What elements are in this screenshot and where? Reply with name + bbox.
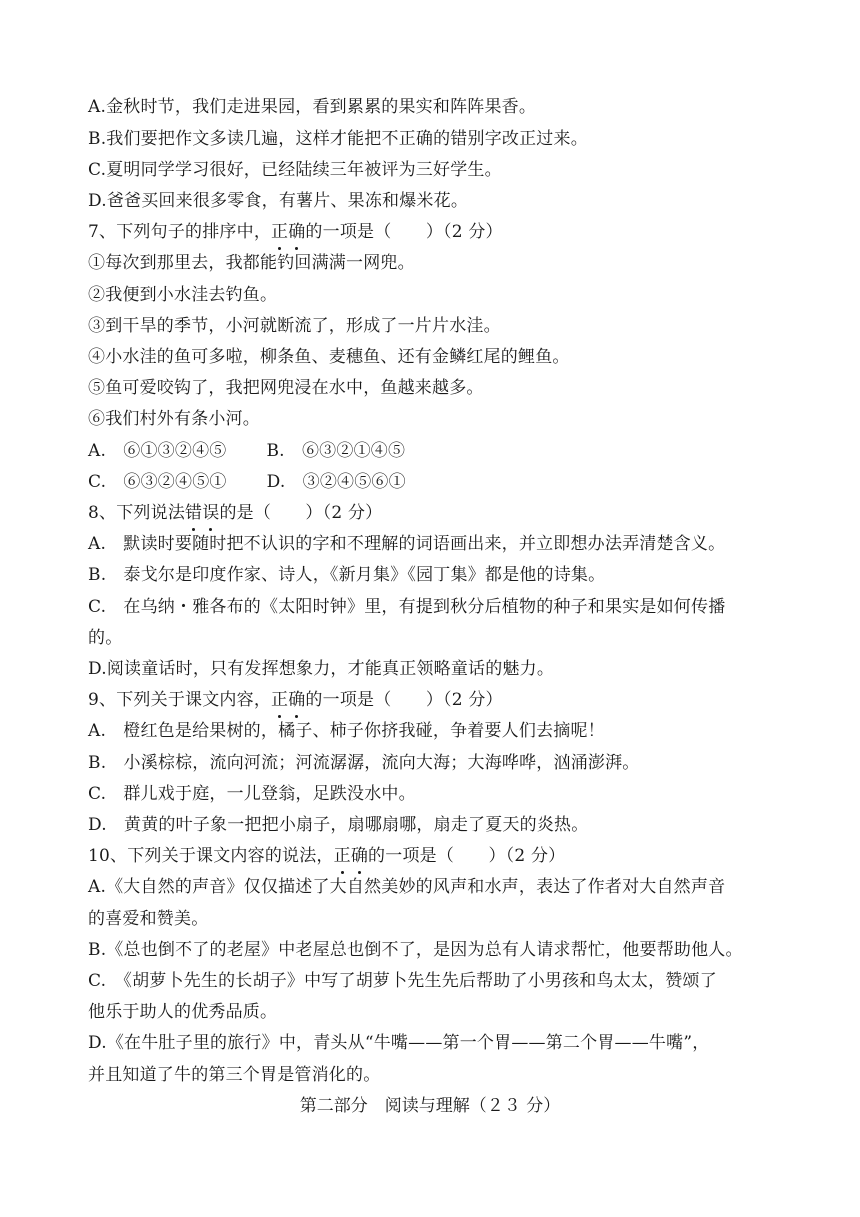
q7-emphasis-char: 正	[271, 217, 288, 247]
question-9-stem	[88, 685, 788, 715]
q10-option-d: D.《在牛肚子里的旅行》中，青头从“牛嘴——第一个胃——第二个胃——牛嘴”，	[88, 1033, 710, 1053]
q7-sentence-4: ④小水洼的鱼可多啦，柳条鱼、麦穗鱼、还有金鳞红尾的鲤鱼。	[88, 347, 570, 367]
q7-sentence-6: ⑥我们村外有条小河。	[88, 409, 260, 429]
q9-stem-post: 的一项是（ ）（2 分）	[305, 690, 503, 710]
section-title: 第二部分 阅读与理解（２３ 分）	[299, 1096, 561, 1116]
question-10-stem	[88, 841, 788, 871]
q9-emphasis-char: 确	[288, 685, 305, 715]
q9-option-b: B. 小溪棕棕，流向河流；河流潺潺，流向大海；大海哗哗，汹涌澎湃。	[88, 753, 640, 773]
q10-stem-post: 的一项是（ ）（2 分）	[368, 846, 566, 866]
q9-option-a: A. 橙红色是给果树的，橘子、柿子你挤我碰，争着要人们去摘呢！	[88, 721, 605, 741]
q9-option-c: C. 群儿戏于庭，一儿登翁，足跌没水中。	[88, 784, 416, 804]
q8-option-c-cont: 的。	[88, 628, 123, 648]
q8-option-a: A. 默读时要随时把不认识的字和不理解的词语画出来，并立即想办法弄清楚含义。	[88, 534, 726, 554]
q9-stem-pre: 9、下列关于课文内容，	[88, 690, 272, 710]
q7-sentence-2: ②我便到小水洼去钓鱼。	[88, 285, 278, 305]
q8-option-b: B. 泰戈尔是印度作家、诗人，《新月集》《园丁集》都是他的诗集。	[88, 565, 606, 585]
question-8-stem	[88, 498, 788, 528]
q8-stem-pre: 8、下列说法	[88, 503, 186, 523]
q6-option-b: B.我们要把作文多读几遍，这样才能把不正确的错别字改正过来。	[88, 129, 588, 149]
q10-option-d-cont: 并且知道了牛的第三个胃是管消化的。	[88, 1065, 381, 1085]
q7-sentence-3: ③到干旱的季节，小河就断流了，形成了一片片水洼。	[88, 316, 501, 336]
q10-stem-pre: 10、下列关于课文内容的说法，	[88, 846, 334, 866]
q7-emphasis-char: 确	[288, 217, 305, 247]
q8-option-d: D.阅读童话时，只有发挥想象力，才能真正领略童话的魅力。	[88, 659, 555, 679]
q10-option-c: C. 《胡萝卜先生的长胡子》中写了胡萝卜先生先后帮助了小男孩和鸟太太，赞颂了	[88, 971, 717, 991]
q8-emphasis-char: 误	[202, 498, 219, 528]
q10-option-a: A.《大自然的声音》仅仅描述了大自然美妙的风声和水声，表达了作者对大自然声音	[88, 877, 726, 897]
q7-stem-post: 的一项是（ ）（2 分）	[305, 222, 503, 242]
q7-sentence-1: ①每次到那里去，我都能钓回满满一网兜。	[88, 253, 415, 273]
q10-option-c-cont: 他乐于助人的优秀品质。	[88, 1002, 278, 1022]
q9-emphasis-char: 正	[271, 685, 288, 715]
question-7-stem	[88, 217, 788, 247]
q8-emphasis-char: 错	[185, 498, 202, 528]
q8-stem-post: 的是（ ）（2 分）	[219, 503, 383, 523]
q7-sentence-5: ⑤鱼可爱咬钩了，我把网兜浸在水中，鱼越来越多。	[88, 378, 484, 398]
q7-options-cd: C. ⑥③②④⑤① D. ③②④⑤⑥①	[88, 472, 406, 492]
q7-stem-pre: 7、下列句子的排序中，	[88, 222, 272, 242]
q10-emphasis-char: 正	[334, 841, 351, 871]
q10-emphasis-char: 确	[351, 841, 368, 871]
q6-option-c: C.夏明同学学习很好，已经陆续三年被评为三好学生。	[88, 160, 502, 180]
q9-option-d: D. 黄黄的叶子象一把把小扇子，扇哪扇哪，扇走了夏天的炎热。	[88, 815, 589, 835]
q6-option-a: A.金秋时节，我们走进果园，看到累累的果实和阵阵果香。	[88, 97, 537, 117]
q10-option-a-cont: 的喜爱和赞美。	[88, 909, 209, 929]
q8-option-c: C. 在乌纳・雅各布的《太阳时钟》里，有提到秋分后植物的种子和果实是如何传播	[88, 597, 726, 617]
q6-option-d: D.爸爸买回来很多零食，有薯片、果冻和爆米花。	[88, 191, 469, 211]
q10-option-b: B.《总也倒不了的老屋》中老屋总也倒不了，是因为总有人请求帮忙，他要帮助他人。	[88, 940, 743, 960]
q7-options-ab: A. ⑥①③②④⑤ B. ⑥③②①④⑤	[88, 441, 406, 461]
